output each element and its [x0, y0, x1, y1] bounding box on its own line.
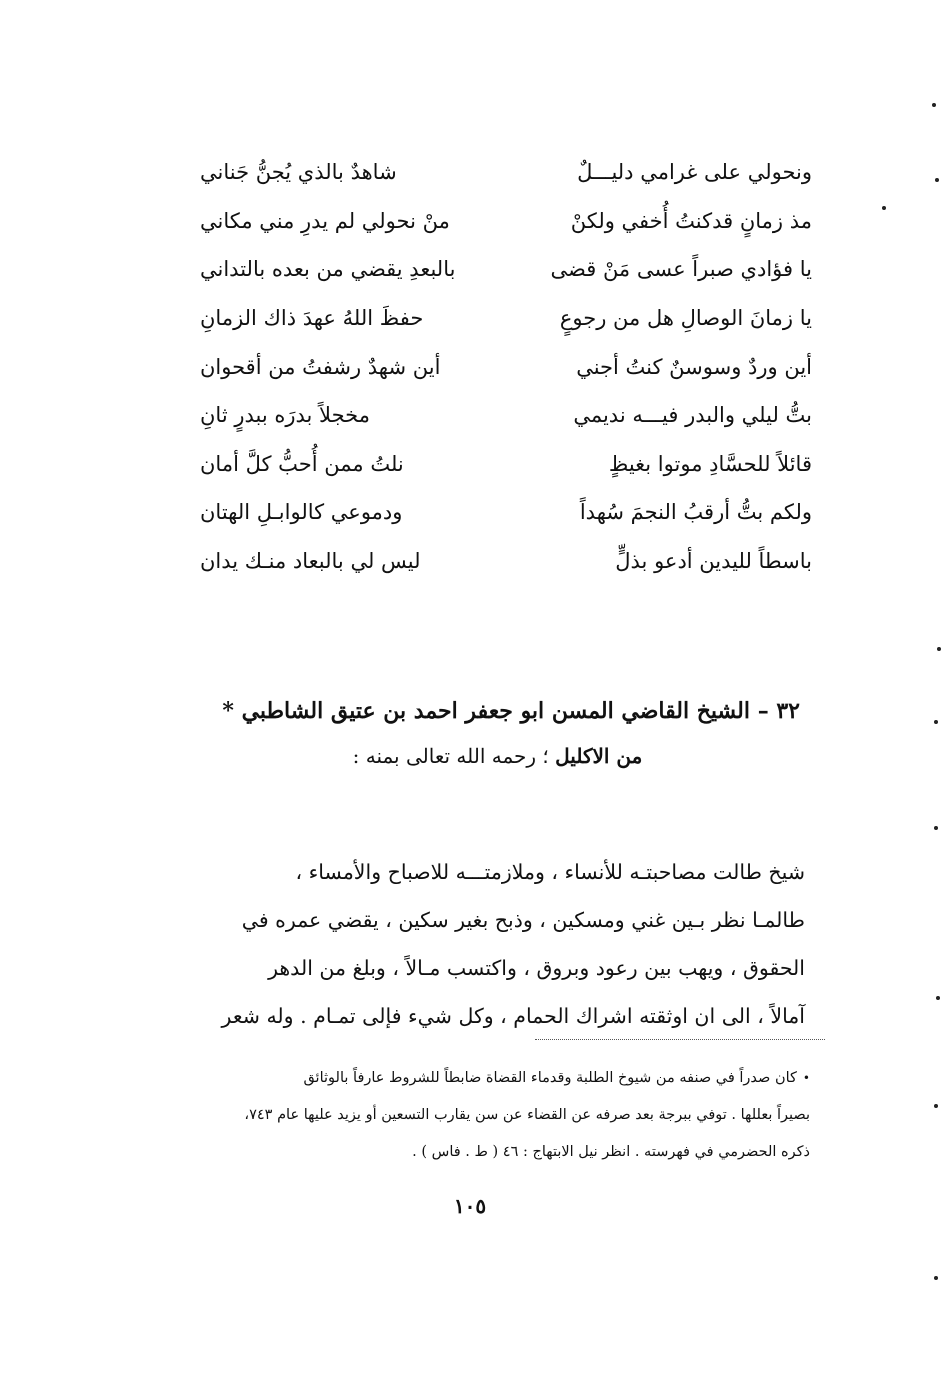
footnote-star-marker: * — [222, 698, 234, 724]
entry-title: الشيخ القاضي المسن ابو جعفر احمد بن عتيق الشاطبي — [241, 698, 751, 724]
heading-source-line — [330, 744, 665, 768]
verse-second-hemistich: شاهدٌ بالذي يُجنُّ جَناني — [200, 160, 397, 185]
footnote-bullet: • — [802, 1071, 810, 1085]
verse-first-hemistich: باسطاً لليدين أدعو بذلٍّ — [615, 549, 812, 574]
poem-verse — [200, 342, 812, 391]
source-rest: ؛ رحمه الله تعالى بمنه : — [352, 744, 549, 768]
verse-second-hemistich: مخجلاً بدرَه ببدرٍ ثانِ — [200, 403, 370, 428]
margin-mark — [936, 996, 940, 1000]
poem-verse — [200, 148, 812, 197]
footnote-text: كان صدراً في صنفه من شيوخ الطلبة وقدماء القضاة ضابطاً للشروط عارفاً بالوثائق — [303, 1070, 797, 1086]
body-line: آمالاً ، الى ان اوثقته اشراك الحمام ، وكل شيء فإلى تمـام . وله شعر — [221, 1004, 805, 1028]
verse-first-hemistich: ولكم بتُّ أرقبُ النجمَ سُهداً — [579, 500, 812, 525]
body-line: الحقوق ، ويهب بين رعود وبروق ، واكتسب مـالاً ، وبلغ من الدهر — [268, 956, 805, 980]
verse-first-hemistich: بتُّ ليلي والبدر فيـــه نديمي — [573, 403, 812, 428]
poem-verse — [200, 440, 812, 489]
source-name: من الاكليل — [555, 744, 643, 768]
margin-mark — [934, 1104, 938, 1108]
poem-verse — [200, 391, 812, 440]
footnote-line — [160, 1060, 810, 1097]
poem-verse — [200, 488, 812, 537]
poem-verse — [200, 537, 812, 586]
verse-second-hemistich: بالبعدِ يقضي من بعده بالتداني — [200, 257, 456, 282]
verse-first-hemistich: قائلاً للحسَّادِ موتوا بغيظٍ — [608, 451, 812, 476]
verse-second-hemistich: ليس لي بالبعاد منـك يدان — [200, 549, 421, 574]
margin-mark — [934, 720, 938, 724]
verse-second-hemistich: أين شهدٌ رشفتُ من أقحوان — [200, 354, 441, 379]
footnote — [160, 1060, 810, 1171]
poem-verse — [200, 294, 812, 343]
page-number: ١٠٥ — [453, 1194, 487, 1218]
margin-mark — [882, 206, 886, 210]
footnote-line: بصيراً بعللها . توفي ببرجة بعد صرفه عن القضاء عن سن يقارب التسعين أو يزيد عليها عام ٧٤٣، — [244, 1107, 810, 1123]
verse-second-hemistich: ودموعي كالوابـلِ الهتان — [200, 500, 403, 525]
footnote-line: ذكره الحضرمي في فهرسته . انظر نيل الابتهاج : ٤٦ ( ط . فاس ) . — [412, 1144, 810, 1160]
margin-mark — [937, 647, 941, 651]
verse-first-hemistich: مذ زمانٍ قدكنتُ أُخفي ولكنْ — [570, 208, 812, 233]
entry-number: ٣٢ — [776, 698, 800, 724]
margin-mark — [935, 178, 939, 182]
heading-dash: – — [757, 698, 769, 724]
verse-first-hemistich: ونحولي على غرامي دليـــلٌ — [577, 160, 812, 185]
margin-mark — [934, 1276, 938, 1280]
body-line: شيخ طالت مصاحبتـه للأنساء ، وملازمتـــه للاصباح والأمساء ، — [295, 860, 805, 884]
verse-first-hemistich: يا فؤادي صبراً عسى مَنْ قضى — [550, 257, 812, 282]
margin-mark — [934, 826, 938, 830]
poem-verse — [200, 245, 812, 294]
verse-second-hemistich: حفظَ اللهُ عهدَ ذاك الزمانِ — [200, 306, 424, 331]
poem-verse — [200, 197, 812, 246]
body-line: طالمـا نظر بـين غني ومسكين ، وذبح بغير سكين ، يقضي عمره في — [241, 908, 805, 932]
verse-second-hemistich: منْ نحولي لم يدرِ مني مكاني — [200, 208, 450, 233]
section-heading — [190, 698, 800, 724]
verse-first-hemistich: أين وردٌ وسوسنٌ كنتُ أجني — [576, 354, 812, 379]
body-paragraph — [160, 848, 805, 1040]
verse-second-hemistich: نلتُ ممن أُحبُّ كلَّ أمان — [200, 451, 404, 476]
verse-first-hemistich: يا زمانَ الوصالِ هل من رجوعٍ — [559, 306, 812, 331]
poem — [200, 148, 812, 585]
margin-mark — [932, 103, 936, 107]
footnote-divider — [535, 1039, 825, 1040]
